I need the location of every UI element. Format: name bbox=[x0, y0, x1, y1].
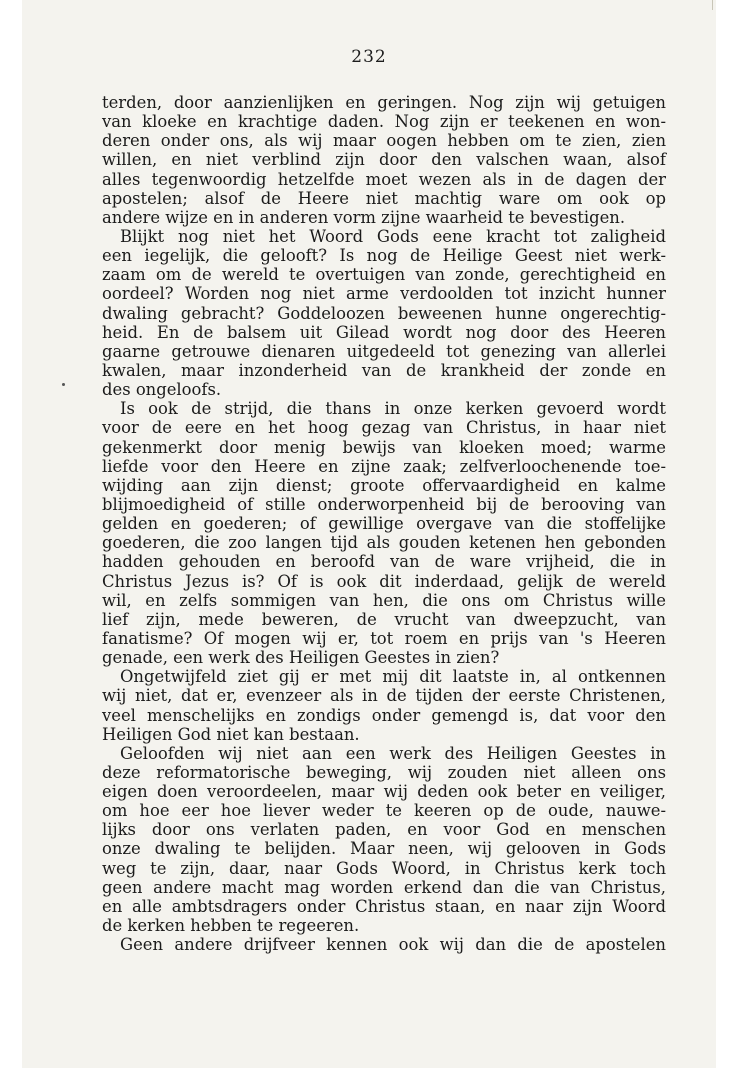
text-line: weg te zijn, daar, naar Gods Woord, in Christus kerk toch bbox=[102, 858, 666, 878]
text-line: willen, en niet verblind zijn door den valschen waan, alsof bbox=[102, 150, 666, 170]
page-corner-mark bbox=[712, 0, 713, 10]
text-line: lief zijn, mede beweren, de vrucht van dweepzucht, van bbox=[102, 609, 666, 629]
text-line: apostelen; alsof de Heere niet machtig ware om ook op bbox=[102, 188, 666, 208]
text-line: Geloofden wij niet aan een werk des Heiligen Geestes in bbox=[120, 743, 666, 763]
text-line: Ongetwijfeld ziet gij er met mij dit laatste in, al ontkennen bbox=[120, 667, 666, 687]
text-line: andere wijze en in anderen vorm zijne waarheid te bevestigen. bbox=[102, 207, 626, 227]
text-line: veel menschelijks en zondigs onder gemengd is, dat voor den bbox=[102, 705, 666, 725]
text-line: dwaling gebracht? Goddeloozen beweenen hunne ongerechtig- bbox=[102, 303, 666, 323]
margin-speck bbox=[62, 383, 65, 386]
text-line: geen andere macht mag worden erkend dan die van Christus, bbox=[102, 877, 666, 897]
text-line: liefde voor den Heere en zijne zaak; zelfverloochenende toe- bbox=[102, 456, 666, 476]
text-line: lijks door ons verlaten paden, en voor God en menschen bbox=[102, 820, 666, 840]
text-line: gelden en goederen; of gewillige overgave van die stoffelijke bbox=[102, 514, 666, 534]
text-line: des ongeloofs. bbox=[102, 380, 222, 400]
text-line: wil, en zelfs sommigen van hen, die ons om Christus wille bbox=[102, 590, 666, 610]
text-line: Geen andere drijfveer kennen ook wij dan die de apostelen bbox=[120, 935, 666, 955]
text-line: Is ook de strijd, die thans in onze kerken gevoerd wordt bbox=[120, 399, 666, 419]
text-line: hadden gehouden en beroofd van de ware vrijheid, die in bbox=[102, 552, 666, 572]
text-line: blijmoedigheid of stille onderworpenheid bij de berooving van bbox=[102, 494, 666, 514]
text-line: deren onder ons, als wij maar oogen hebben om te zien, zien bbox=[102, 131, 666, 151]
text-line: gekenmerkt door menig bewijs van kloeken moed; warme bbox=[102, 437, 666, 457]
text-line: Blijkt nog niet het Woord Gods eene kracht tot zaligheid bbox=[120, 226, 666, 246]
text-line: onze dwaling te belijden. Maar neen, wij gelooven in Gods bbox=[102, 839, 666, 859]
text-line: van kloeke en krachtige daden. Nog zijn er teekenen en won- bbox=[102, 112, 666, 132]
text-line: genade, een werk des Heiligen Geestes in zien? bbox=[102, 648, 500, 668]
text-line: heid. En de balsem uit Gilead wordt nog door des Heeren bbox=[102, 322, 666, 342]
text-line: kwalen, maar inzonderheid van de krankheid der zonde en bbox=[102, 360, 666, 380]
text-line: fanatisme? Of mogen wij er, tot roem en prijs van 's Heeren bbox=[102, 628, 666, 648]
text-line: Christus Jezus is? Of is ook dit inderdaad, gelijk de wereld bbox=[102, 571, 666, 591]
text-line: een iegelijk, die gelooft? Is nog de Heilige Geest niet werk- bbox=[102, 246, 666, 266]
text-line: wijding aan zijn dienst; groote offervaardigheid en kalme bbox=[102, 475, 666, 495]
text-line: wij niet, dat er, evenzeer als in de tijden der eerste Christenen, bbox=[102, 686, 666, 706]
book-page bbox=[22, 0, 716, 1068]
text-line: zaam om de wereld te overtuigen van zonde, gerechtigheid en bbox=[102, 265, 666, 285]
text-line: oordeel? Worden nog niet arme verdoolden tot inzicht hunner bbox=[102, 284, 666, 304]
text-line: deze reformatorische beweging, wij zouden niet alleen ons bbox=[102, 762, 666, 782]
text-line: Heiligen God niet kan bestaan. bbox=[102, 724, 360, 744]
text-line: om hoe eer hoe liever weder te keeren op de oude, nauwe- bbox=[102, 801, 666, 821]
text-line: en alle ambtsdragers onder Christus staan, en naar zijn Woord bbox=[102, 896, 666, 916]
text-line: goederen, die zoo langen tijd als gouden ketenen hen gebonden bbox=[102, 533, 666, 553]
text-line: alles tegenwoordig hetzelfde moet wezen als in de dagen der bbox=[102, 169, 666, 189]
text-line: voor de eere en het hoog gezag van Christus, in haar niet bbox=[102, 418, 666, 438]
text-line: terden, door aanzienlijken en geringen. Nog zijn wij getuigen bbox=[102, 93, 666, 112]
text-line: eigen doen veroordeelen, maar wij deden ook beter en veiliger, bbox=[102, 782, 666, 802]
page-number: 232 bbox=[351, 47, 387, 67]
body-text bbox=[102, 93, 666, 954]
text-line: gaarne getrouwe dienaren uitgedeeld tot genezing van allerlei bbox=[102, 341, 666, 361]
text-line: de kerken hebben te regeeren. bbox=[102, 916, 360, 936]
